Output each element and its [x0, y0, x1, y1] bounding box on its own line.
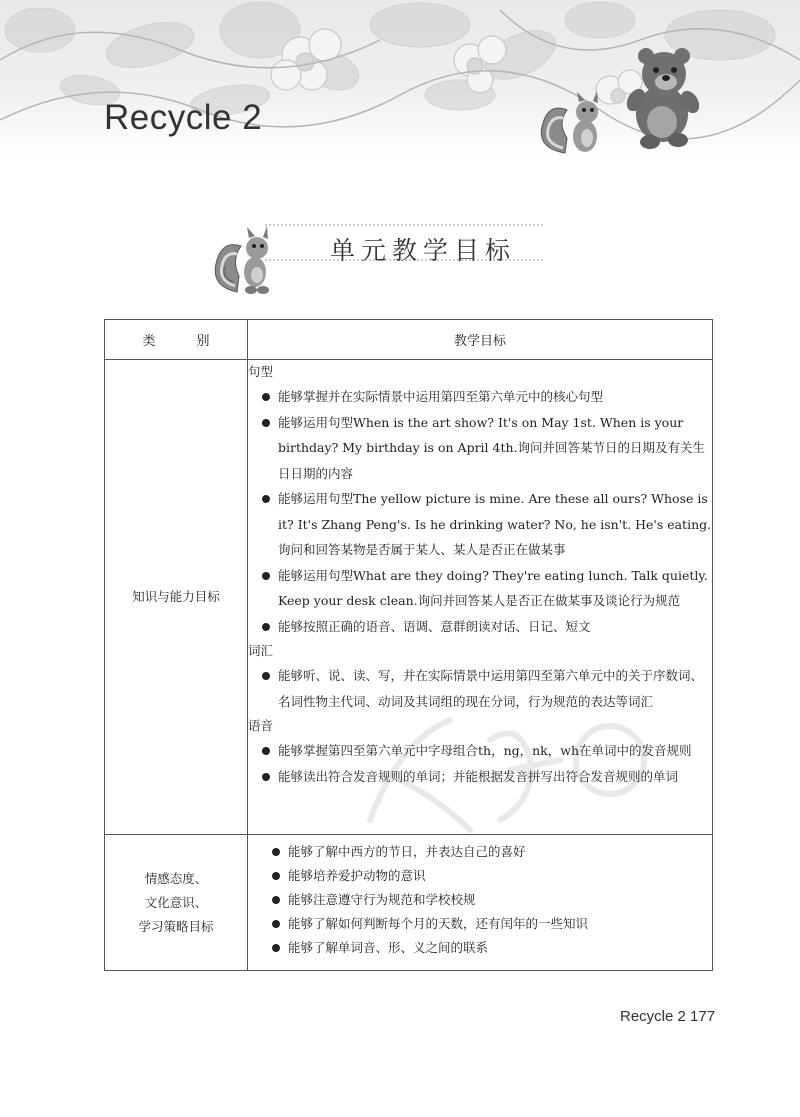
list-item: 能够了解如何判断每个月的天数，还有闰年的一些知识: [258, 912, 700, 936]
category-emotion-culture-strategy: 情感态度、 文化意识、 学习策略目标: [105, 835, 248, 971]
goals-cell: [248, 360, 713, 835]
list-item: 能够运用句型When is the art show? It's on May 1st. When is your birthday? My birthday is on April 4th.询问并回答某节日的日期及有关生日日期的内容: [248, 410, 712, 487]
list-item: 能够读出符合发音规则的单词；并能根据发音拼写出符合发音规则的单词: [248, 764, 712, 790]
bear-mascot-icon: [620, 42, 710, 152]
section-header: [205, 215, 555, 300]
squirrel-mascot-icon: [211, 220, 281, 300]
column-header-category: 类 别: [105, 320, 248, 360]
page-number: Recycle 2 177: [620, 1008, 716, 1025]
section-title: 单元教学目标: [330, 236, 517, 265]
category-knowledge-ability: 知识与能力目标: [105, 360, 248, 835]
list-item: 能够了解中西方的节日，并表达自己的喜好: [258, 840, 700, 864]
list-item: 能够听、说、读、写，并在实际情景中运用第四至第六单元中的关于序数词、名词性物主代词、动词及其词组的现在分词，行为规范的表达等词汇: [248, 663, 712, 714]
subheading-phonics: 语音: [248, 718, 274, 733]
list-item: 能够按照正确的语音、语调、意群朗读对话、日记、短文: [248, 614, 712, 640]
list-item: 能够注意遵守行为规范和学校校规: [258, 888, 700, 912]
list-item: 能够掌握第四至第六单元中字母组合th，ng，nk，wh在单词中的发音规则: [248, 738, 712, 764]
table-row: [105, 835, 713, 971]
column-header-goals: 教学目标: [248, 320, 713, 360]
goals-cell: [248, 835, 713, 971]
squirrel-mascot-icon: [535, 88, 615, 158]
list-item: 能够培养爱护动物的意识: [258, 864, 700, 888]
table-row: [105, 360, 713, 835]
subheading-vocabulary: 词汇: [248, 643, 274, 658]
list-item: 能够了解单词音、形、义之间的联系: [258, 936, 700, 960]
subheading-sentence-patterns: 句型: [248, 364, 274, 379]
list-item: 能够运用句型The yellow picture is mine. Are these all ours? Whose is it? It's Zhang Peng's. Is he drinking water? No, he isn't. He's eating.询问和回答某物是否属于某人、某人是否正在做某事: [248, 486, 712, 563]
table-header-row: [105, 320, 713, 360]
teaching-goals-table: [104, 319, 713, 971]
list-item: 能够掌握并在实际情景中运用第四至第六单元中的核心句型: [248, 384, 712, 410]
page-title: Recycle 2: [104, 98, 263, 137]
list-item: 能够运用句型What are they doing? They're eating lunch. Talk quietly. Keep your desk clean.询问并回答某人是否正在做某事及谈论行为规范: [248, 563, 712, 614]
